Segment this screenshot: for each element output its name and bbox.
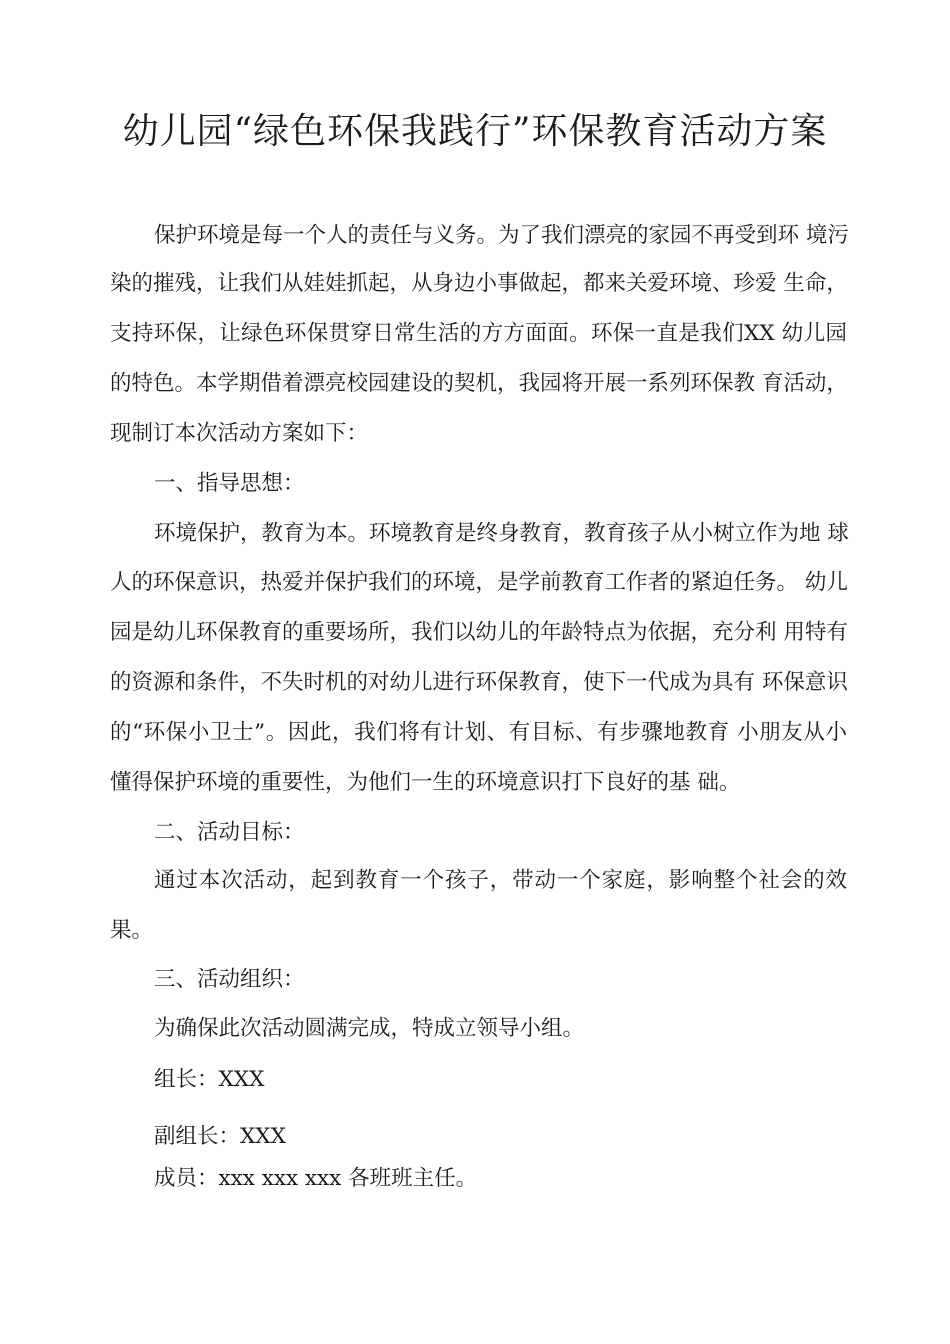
section3-intro: 为确保此次活动圆满完成，特成立领导小组。 <box>154 1016 585 1041</box>
section1-line-4: 的资源和条件，不失时机的对幼儿进行环保教育，使下一代成为具有 环保意识 <box>110 670 848 695</box>
section1-line-1: 环境保护，教育为本。环境教育是终身教育，教育孩子从小树立作为地 球 <box>154 521 849 546</box>
intro-line-1: 保护环境是每一个人的责任与义务。为了我们漂亮的家园不再受到环 境污 <box>154 223 849 248</box>
section2-line-2: 果。 <box>110 918 154 943</box>
document-title: 幼儿园“绿色环保我践行”环保教育活动方案 <box>122 111 828 152</box>
section-heading-guiding-thought: 一、指导思想： <box>154 471 305 496</box>
section1-line-6: 懂得保护环境的重要性，为他们一生的环境意识打下良好的基 础。 <box>110 770 741 795</box>
leader-line: 组长：XXX <box>154 1067 265 1092</box>
intro-line-3: 支持环保，让绿色环保贯穿日常生活的方方面面。环保一直是我们XX 幼儿园 <box>110 321 847 346</box>
section-heading-activity-goal: 二、活动目标： <box>154 820 305 845</box>
deputy-leader-line: 副组长：XXX <box>154 1124 286 1149</box>
section2-line-1: 通过本次活动，起到教育一个孩子，带动一个家庭，影响整个社会的效 <box>154 868 847 893</box>
section1-line-3: 园是幼儿环保教育的重要场所，我们以幼儿的年龄特点为依据，充分利 用特有 <box>110 620 848 645</box>
intro-line-2: 染的摧残，让我们从娃娃抓起，从身边小事做起，都来关爱环境、珍爱 生命， <box>110 271 848 296</box>
section1-line-5: 的“环保小卫士”。因此，我们将有计划、有目标、有步骤地教育 小朋友从小 <box>110 720 847 745</box>
intro-line-5: 现制订本次活动方案如下： <box>110 421 369 446</box>
section-heading-activity-organization: 三、活动组织： <box>154 967 305 992</box>
intro-line-4: 的特色。本学期借着漂亮校园建设的契机，我园将开展一系列环保教 育活动， <box>110 371 848 396</box>
section1-line-2: 人的环保意识，热爱并保护我们的环境，是学前教育工作者的紧迫任务。 幼儿 <box>110 570 848 595</box>
members-line: 成员：xxx xxx xxx 各班班主任。 <box>154 1166 478 1191</box>
